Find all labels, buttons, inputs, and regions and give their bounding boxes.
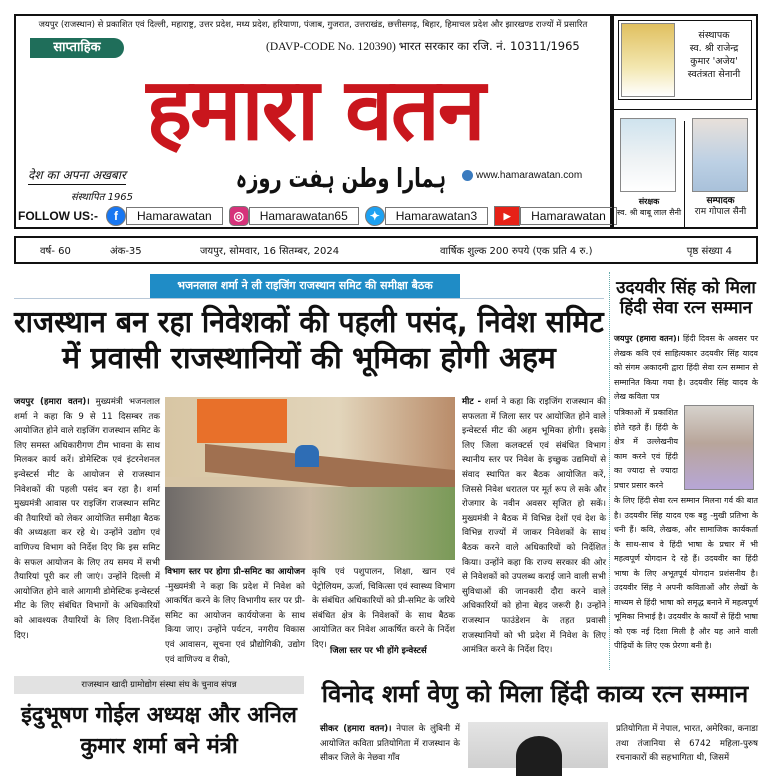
registration-line xyxy=(266,39,580,55)
follow-label: FOLLOW US:- xyxy=(18,209,98,223)
patron-caption xyxy=(614,196,684,218)
social-youtube[interactable] xyxy=(494,206,617,226)
divider xyxy=(614,109,756,110)
sidebar-headline-line1: उदयवीर सिंह को मिला xyxy=(616,278,756,298)
issue-date: जयपुर, सोमवार, 16 सितम्बर, 2024 xyxy=(200,246,340,257)
lead-headline-line2: में प्रवासी राजस्थानियों की भूमिका होगी अहम xyxy=(62,341,556,376)
founder-role: संस्थापक xyxy=(698,30,730,41)
lead-column-2 xyxy=(165,565,305,667)
founder-panel xyxy=(618,20,752,100)
patron-role: संरक्षक xyxy=(638,197,660,206)
meeting-photo xyxy=(165,397,455,560)
lead-text: शर्मा ने कहा कि राइजिंग राजस्थान की सफलता में जिला स्तर पर आयोजित होने वाले इन्वेस्टर्स मीट की अहम भूमिका होगी। इसके लिए जिला कलक्टर्स एवं संबंधित विभाग स्थानीय स्तर पर निवेश के इच्छुक उद्यमियों से संवाद स्थापित कर बैठक आयोजित करें, जिससे निवेश धरातल पर मूर्त रूप ले सके और रोजगार के नवीन अवसर सृजित हो सकें। मुख्यमंत्री ने बैठक में विभिन्न देशों एवं देश के विभिन्न राज्यों में जाकर निवेशकों के साथ बैठक करने वाले अधिकारियों को निर्देशित किया। उन्होंने कहा कि राज्य सरकार की ओर से निवेशकों को उपलब्ध कराई जाने वाली सभी सुविधाओं की जानकारी दौरा करने वाले अधिकारियों को होना बेहद जरूरी है। उन्होंने राजस्थान फाउंडेशन के तहत प्रवासी राजस्थानियों को भी प्रदेश में निवेश के लिए आमंत्रित करने के निर्देश दिए। xyxy=(462,397,606,656)
sidebar-intro xyxy=(614,332,758,404)
vinod-column-1 xyxy=(320,722,460,768)
lead-text: -मुख्यमंत्री ने कहा कि प्रदेश में निवेश को आकर्षित करने के लिए विभागीय स्तर पर प्री-समिट का आयोजन कार्ययोजना के साथ किया जाए। उन्होंने पर्यटन, नगरीय विकास एवं आवासन, सूचना एवं प्रौद्योगिकी, उद्योग एवं वाणिज्य व रीको, xyxy=(165,581,305,665)
lead-column-3 xyxy=(312,565,455,650)
weekly-badge: साप्ताहिक xyxy=(30,38,124,58)
vinod-dateline: सीकर (हमारा वतन)। xyxy=(320,724,392,734)
sidebar-text: हिंदी दिवस के अवसर पर लेखक कवि एवं साहित्यकार उदयवीर सिंह यादव को संगम अकादमी द्वारा हिंदी सेवा रत्न सम्मान से सम्मानित किया गया है। उदयवीर सिंह यादव के लेख कविता पत्र xyxy=(614,334,759,401)
social-handle[interactable]: Hamarawatan3 xyxy=(385,207,488,225)
editor-photo xyxy=(692,118,748,192)
website[interactable] xyxy=(462,170,582,181)
masthead xyxy=(14,14,612,229)
tagline: देश का अपना अखबार xyxy=(28,166,126,185)
lead-dateline: जयपुर (हमारा वतन)। xyxy=(14,397,90,407)
lead-subheading-2: जिला स्तर पर भी होंगे इन्वेस्टर्स xyxy=(330,646,427,656)
publication-line: जयपुर (राजस्थान) से प्रकाशित एवं दिल्ली, महाराष्ट्र, उत्तर प्रदेश, मध्य प्रदेश, हरियाणा, पंजाब, गुजरात, उत्तराखंड, छत्तीसगढ़, बिहार, हिमाचल प्रदेश और झारखण्ड राज्यों में प्रसारित xyxy=(38,20,588,30)
social-bar xyxy=(18,206,617,226)
social-handle[interactable]: Hamarawatan xyxy=(520,207,617,225)
social-handle[interactable]: Hamarawatan65 xyxy=(249,207,359,225)
lead-headline-line1: राजस्थान बन रहा निवेशकों की पहली पसंद, निवेश समिट xyxy=(14,305,604,340)
lead-subheading-cont: मीट - xyxy=(462,397,482,407)
vinod-photo xyxy=(468,722,608,768)
established-year: संस्थापित 1965 xyxy=(71,192,134,203)
editor-role: सम्पादक xyxy=(706,196,735,206)
instagram-icon: ◎ xyxy=(229,206,249,226)
social-twitter[interactable] xyxy=(365,206,488,226)
khadi-headline-line2: कुमार शर्मा बने मंत्री xyxy=(80,734,238,759)
lead-text: मुख्यमंत्री भजनलाल शर्मा ने कहा कि 9 से 11 दिसम्बर तक आयोजित होने वाले राइजिंग राजस्थान समिट के लिए समस्त अधिकारीगण टीम भावना के साथ मिलकर कार्य करें। डोमेस्टिक एवं इंटरनेशनल इन्वेस्टर्स मीट के आयोजन से राजस्थान निवेशकों की पहली पसंद बन रहा है। शर्मा मुख्यमंत्री आवास पर राइजिंग राजस्थान समिट की तैयारियों को लेकर आयोजित समीक्षा बैठक की अध्यक्षता कर रहे थे। उन्होंने उद्योग एवं वाणिज्य विभाग को निर्देश दिए कि इस समिट के सफल आयोजन के लिए तय समय में सभी तैयारियां पूरी कर ली जाएं। उन्होंने दिल्ली में आयोजित होने वाले आगामी डोमेस्टिक इन्वेस्टर्स मीट के लिए संबंधित विभागों के अधिकारियों को आवश्यक तैयारियों के लिए दिशा-निर्देश दिए। xyxy=(14,397,161,641)
vinod-text: नेपाल के लुंबिनी में आयोजित कविता प्रतियोगिता में राजस्थान के सीकर जिले के नेछवा गाँव xyxy=(320,724,460,764)
lead-headline[interactable] xyxy=(14,305,604,377)
facebook-icon: f xyxy=(106,206,126,226)
patron-name: स्व. श्री बाबू लाल सैनी xyxy=(616,208,682,217)
social-handle[interactable]: Hamarawatan xyxy=(126,207,223,225)
sidebar-rest: के लिए हिंदी सेवा रत्न सम्मान मिलना गर्व की बात है। उदयवीर सिंह यादव एक बहु -मुखी प्रतिभा के धनी हैं। कवि, लेखक, और सामाजिक कार्यकर्ता के साथ-साथ वे हिंदी भाषा के प्रचार में भी महत्वपूर्ण योगदान दे रहे हैं। उदयवीर का हिंदी भाषा के लिए अभूतपूर्व योगदान प्रशंसनीय है। उदयवीर सिंह ने अपनी कविताओं और लेखों के माध्यम से हिंदी भाषा को समृद्ध बनाने में महत्वपूर्ण भूमिका निभाई है। उदयवीर के कार्यों से हिंदी भाषा को एक नई दिशा मिली है और यह आने वाली पीढ़ियों के लिए एक प्रेरणा बनी है। xyxy=(614,496,758,650)
vinod-column-2: प्रतियोगिता में नेपाल, भारत, अमेरिका, कनाडा तथा तंजानिया से 6742 महिला-पुरुष रचनाकारों की सहभागिता थी, जिसमें xyxy=(616,724,758,764)
lead-text: कृषि एवं पशुपालन, शिक्षा, खान एवं पेट्रोलियम, ऊर्जा, चिकित्सा एवं स्वास्थ्य विभाग के संबंधित अधिकारियों को प्री-समिट के जरिये संबंधित क्षेत्र के निवेशकों के साथ बैठक आयोजित कर निवेश आकर्षित करने के निर्देश दिए। xyxy=(312,567,455,650)
founder-photo xyxy=(621,23,675,97)
editor-caption xyxy=(685,196,756,218)
sidebar-headline-line2: हिंदी सेवा रत्न सम्मान xyxy=(619,298,753,319)
patron-photo xyxy=(620,118,676,192)
founder-caption xyxy=(677,29,751,81)
founder-title: स्वतंत्रता सेनानी xyxy=(687,69,741,80)
editor-name: राम गोपाल सैनी xyxy=(694,207,747,217)
khadi-kicker: राजस्थान खादी ग्रामोद्योग संस्था संघ के चुनाव संपन्न xyxy=(14,676,304,694)
people-box xyxy=(612,14,758,229)
founder-name-2: कुमार 'अजेय' xyxy=(690,56,738,67)
subscription-price: वार्षिक शुल्क 200 रुपये (एक प्रति 4 रु.) xyxy=(440,246,593,257)
sidebar-headline[interactable] xyxy=(614,278,758,319)
issue-year: वर्ष- 60 xyxy=(40,246,71,257)
social-facebook[interactable] xyxy=(106,206,223,226)
globe-icon xyxy=(462,170,473,181)
registration-number: भारत सरकार का रजि. नं. 10311/1965 xyxy=(398,39,580,53)
founder-name: स्व. श्री राजेन्द्र xyxy=(689,43,739,54)
khadi-headline-line1: इंदुभूषण गोईल अध्यक्ष और अनिल xyxy=(21,703,297,728)
davp-code: (DAVP-CODE No. 120390) xyxy=(266,41,396,53)
divider xyxy=(609,272,610,670)
page-number: पृष्ठ संख्या 4 xyxy=(686,246,732,257)
newspaper-logo: हमारा वतन xyxy=(146,60,484,160)
twitter-icon: ✦ xyxy=(365,206,385,226)
lead-subheading: विभाग स्तर पर होगा प्री-समिट का आयोजन xyxy=(165,567,305,577)
urdu-logo: ہمارا وطن ہفت روزہ xyxy=(235,164,446,194)
lead-kicker: भजनलाल शर्मा ने ली राइजिंग राजस्थान समिट की समीक्षा बैठक xyxy=(150,274,460,298)
issue-number: अंक-35 xyxy=(110,246,142,257)
vinod-headline[interactable]: विनोद शर्मा वेणु को मिला हिंदी काव्य रत्न सम्मान xyxy=(321,680,749,708)
sidebar-dateline: जयपुर (हमारा वतन)। xyxy=(614,334,680,343)
khadi-headline[interactable] xyxy=(14,700,304,762)
youtube-icon: ▶ xyxy=(494,206,520,226)
website-url[interactable]: www.hamarawatan.com xyxy=(476,170,583,182)
social-instagram[interactable] xyxy=(229,206,359,226)
udayveer-photo xyxy=(684,405,754,490)
issue-info-bar xyxy=(14,236,758,264)
lead-column-1 xyxy=(14,395,160,691)
divider xyxy=(14,298,604,299)
lead-column-4 xyxy=(462,395,606,665)
sidebar-wrap-text: पत्रिकाओं में प्रकाशित होते रहते हैं। हिंदी के क्षेत्र में उल्लेखनीय काम करने एवं हिंदी का ज्यादा से ज्यादा प्रचार प्रसार करने xyxy=(614,408,678,490)
